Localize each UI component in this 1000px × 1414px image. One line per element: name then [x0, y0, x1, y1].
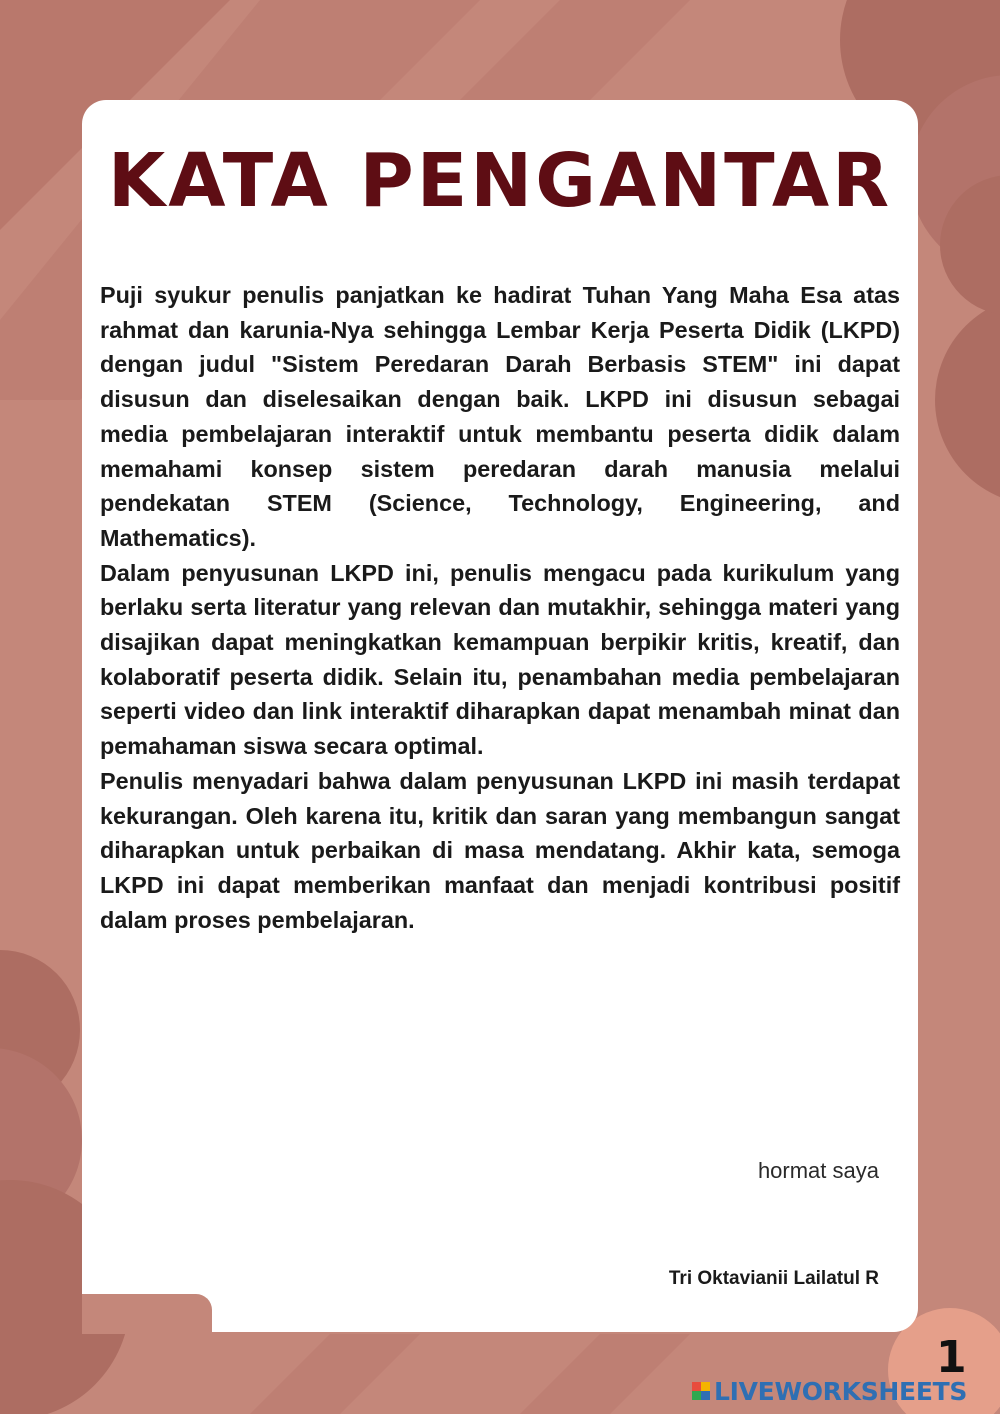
- page-title: KATA PENGANTAR: [107, 138, 893, 224]
- paragraph-2: Dalam penyusunan LKPD ini, penulis mengacu pada kurikulum yang berlaku serta literatur yang relevan dan mutakhir, sehingga materi yang disajikan dapat meningkatkan kemampuan berpikir kritis, kreatif, dan kolaboratif peserta didik. Selain itu, penambahan media pembelajaran seperti video dan link interaktif diharapkan dapat menambah minat dan pemahaman siswa secara optimal.: [100, 559, 900, 760]
- liveworksheets-mark-icon: [692, 1382, 710, 1400]
- paragraph-1: Puji syukur penulis panjatkan ke hadirat Tuhan Yang Maha Esa atas rahmat dan karunia-Nya sehingga Lembar Kerja Peserta Didik (LKPD) dengan judul "Sistem Peredaran Darah Berbasis STEM" ini dapat disusun dan diselesaikan dengan baik. LKPD ini disusun sebagai media pembelajaran interaktif untuk membantu peserta didik dalam memahami konsep sistem peredaran darah manusia melalui pendekatan STEM (Science, Technology, Engineering, and Mathematics).: [100, 282, 900, 551]
- watermark-text: LIVEWORKSHEETS: [714, 1376, 968, 1406]
- paragraph-3: Penulis menyadari bahwa dalam penyusunan LKPD ini masih terdapat kekurangan. Oleh karena itu, kritik dan saran yang membangun sangat diharapkan untuk perbaikan di masa mendatang. Akhir kata, semoga LKPD ini dapat memberikan manfaat dan menjadi kontribusi positif dalam proses pembelajaran.: [100, 767, 900, 933]
- card-corner-tab: [82, 1294, 212, 1334]
- closing-salutation: hormat saya: [757, 1158, 879, 1183]
- preface-body: [100, 278, 900, 937]
- author-name: Tri Oktavianii Lailatul R: [668, 1268, 879, 1289]
- page-number: 1: [936, 1332, 967, 1383]
- liveworksheets-logo: [692, 1376, 967, 1406]
